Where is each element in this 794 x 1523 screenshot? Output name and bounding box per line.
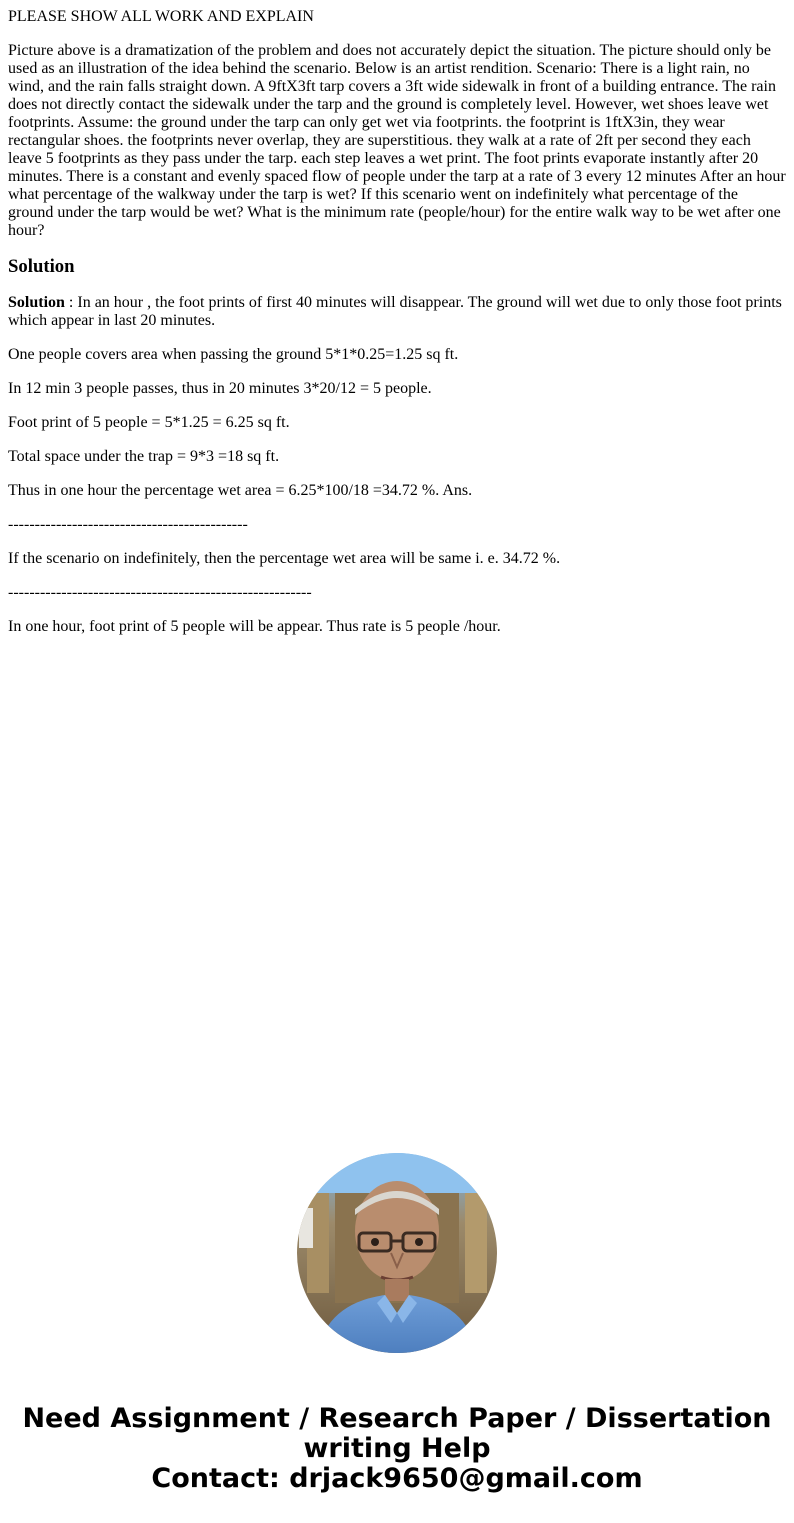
solution-line-footprint-area: Foot print of 5 people = 5*1.25 = 6.25 sq ft.	[8, 414, 290, 431]
solution-line-people-count: In 12 min 3 people passes, thus in 20 minutes 3*20/12 = 5 people.	[8, 380, 432, 397]
promo-footer	[0, 1404, 794, 1494]
solution-line-percentage: Thus in one hour the percentage wet area = 6.25*100/18 =34.72 %. Ans.	[8, 482, 473, 499]
solution-line-area-per-person: One people covers area when passing the ground 5*1*0.25=1.25 sq ft.	[8, 346, 459, 363]
solution-intro	[8, 294, 786, 330]
solution-divider-1: ---------------------------------------------	[8, 516, 248, 533]
document-content	[8, 8, 786, 652]
solution-line-total-space: Total space under the trap = 9*3 =18 sq ft.	[8, 448, 280, 465]
solution-line-rate: In one hour, foot print of 5 people will be appear. Thus rate is 5 people /hour.	[8, 618, 501, 635]
author-photo-icon	[297, 1153, 497, 1353]
solution-heading: Solution	[8, 256, 75, 277]
solution-divider-2: ---------------------------------------------------------	[8, 584, 312, 601]
author-avatar	[297, 1153, 497, 1353]
promo-line-1: Need Assignment / Research Paper / Dissertation	[22, 1403, 772, 1434]
promo-line-2: writing Help	[303, 1433, 491, 1464]
solution-intro-text: : In an hour , the foot prints of first 40 minutes will disappear. The ground will wet due to only those foot prints which appear in last 20 minutes.	[8, 294, 782, 329]
question-heading: PLEASE SHOW ALL WORK AND EXPLAIN	[8, 8, 314, 25]
solution-intro-label: Solution	[8, 294, 65, 311]
question-body: Picture above is a dramatization of the problem and does not accurately depict the situation. The picture should only be used as an illustration of the idea behind the scenario. Below is an artist rendition. Scenario: There is a light rain, no wind, and the rain falls straight down. A 9ftX3ft tarp covers a 3ft wide sidewalk in front of a building entrance. The rain does not directly contact the sidewalk under the tarp and the ground is completely level. However, wet shoes leave wet footprints. Assume: the ground under the tarp can only get wet via footprints. the footprint is 1ftX3in, they wear rectangular shoes. the footprints never overlap, they are superstitious. they walk at a rate of 2ft per second they each leave 5 footprints as they pass under the tarp. each step leaves a wet print. The foot prints evaporate instantly after 20 minutes. There is a constant and evenly spaced flow of people under the tarp at a rate of 3 every 12 minutes After an hour what percentage of the walkway under the tarp is wet? If this scenario went on indefinitely what percentage of the ground under the tarp would be wet? What is the minimum rate (people/hour) for the entire walk way to be wet after one hour?	[8, 42, 786, 239]
promo-contact: Contact: drjack9650@gmail.com	[151, 1463, 643, 1494]
solution-line-indefinite: If the scenario on indefinitely, then the percentage wet area will be same i. e. 34.72 %.	[8, 550, 561, 567]
